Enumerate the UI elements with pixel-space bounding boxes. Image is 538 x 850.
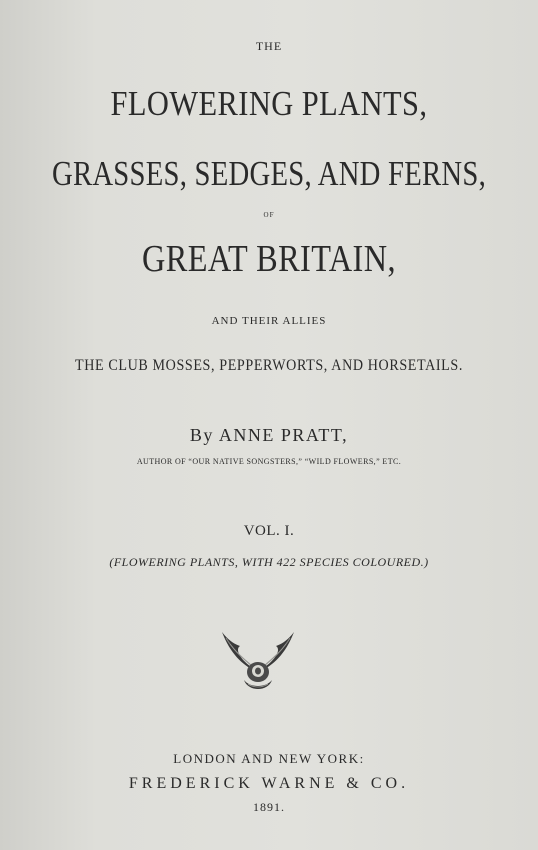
author-other-works: AUTHOR OF “OUR NATIVE SONGSTERS,” “WILD FLOWERS,” ETC.: [136, 457, 402, 466]
publication-year: 1891.: [253, 800, 285, 814]
volume-note: (FLOWERING PLANTS, WITH 422 SPECIES COLOURED.): [109, 555, 429, 569]
volume-label: VOL. I.: [243, 523, 295, 539]
title-line-1: FLOWERING PLANTS,: [110, 84, 428, 123]
title-line-3: GREAT BRITAIN,: [142, 238, 396, 280]
publisher-city: LONDON AND NEW YORK:: [173, 751, 365, 766]
author-by: By: [189, 425, 214, 445]
title-of: OF: [263, 211, 275, 219]
title-line-2: GRASSES, SEDGES, AND FERNS,: [51, 154, 487, 193]
allies-list: THE CLUB MOSSES, PEPPERWORTS, AND HORSETAILS.: [75, 357, 463, 374]
winged-publisher-emblem-icon: [218, 622, 298, 696]
title-prefix: THE: [255, 39, 283, 53]
author-line: [0, 426, 538, 444]
author-name: ANNE PRATT,: [218, 425, 349, 445]
publisher-name: FREDERICK WARNE & CO.: [128, 775, 410, 792]
allies-heading: AND THEIR ALLIES: [211, 315, 327, 327]
